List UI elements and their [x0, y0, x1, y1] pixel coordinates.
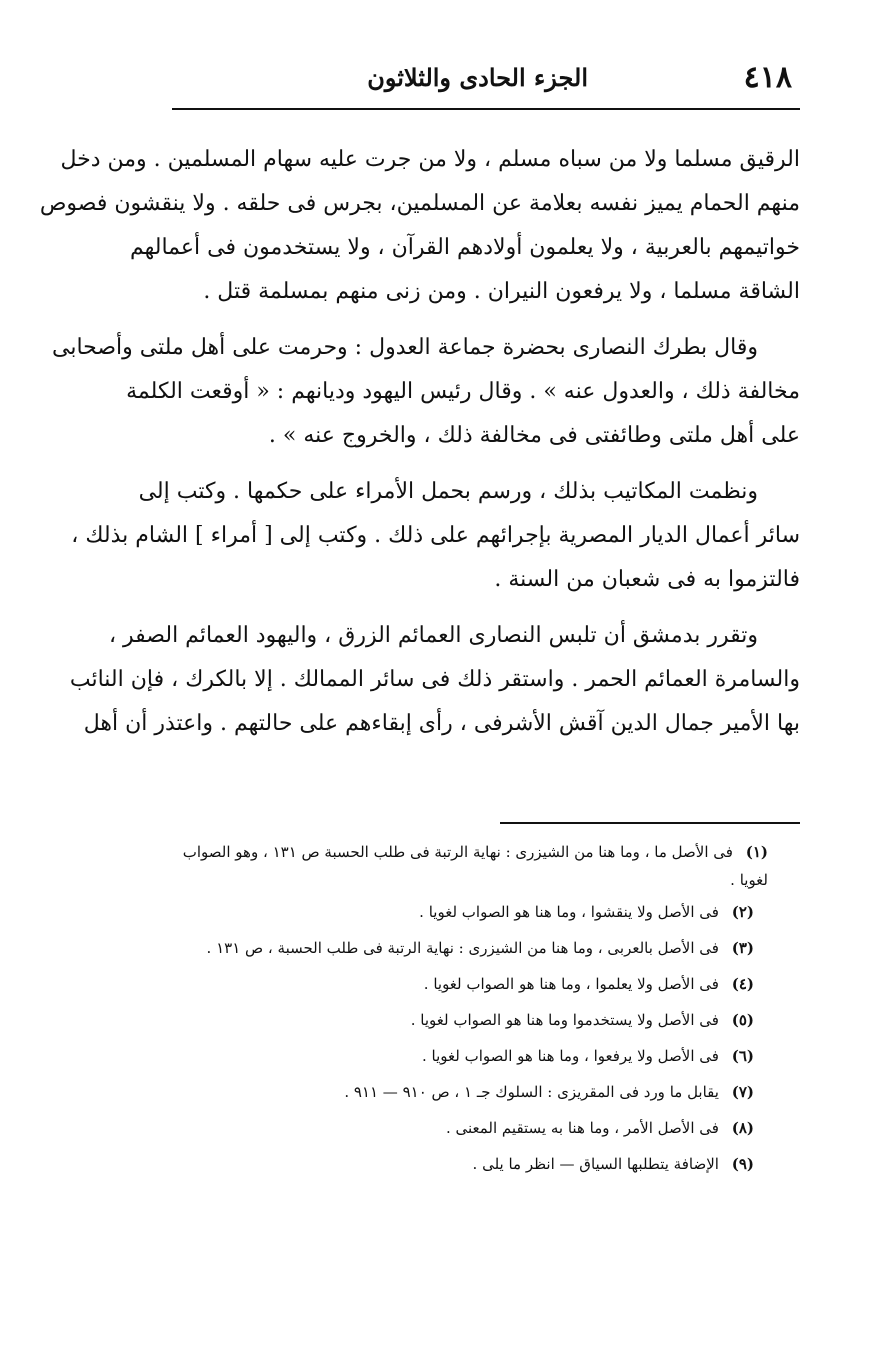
text-line: وتقرر بدمشق أن تلبس النصارى العمائم الزرق ، واليهود العمائم الصفر ، [108, 623, 758, 648]
footnote [172, 930, 792, 966]
footnote-rule [500, 822, 800, 824]
footnote-number: (٢) [731, 903, 754, 921]
footnote-text: فى الأصل بالعربى ، وما هنا من الشيزرى : نهاية الرتبة فى طلب الحسبة ، ص ١٣١ . [206, 939, 719, 957]
footnote-text: يقابل ما ورد فى المقريزى : السلوك جـ ١ ، ص ٩١٠ — ٩١١ . [344, 1083, 719, 1101]
footnote-text: فى الأصل ما ، وما هنا من الشيزرى : نهاية الرتبة فى طلب الحسبة ص ١٣١ ، وهو الصواب لغويا . [182, 843, 768, 889]
text-line: على أهل ملتى وطائفتى فى مخالفة ذلك ، والخروج عنه » . [268, 423, 800, 448]
footnote-number: (٣) [731, 939, 754, 957]
text-line: الشاقة مسلما ، ولا يرفعون النيران . ومن زنى منهم بمسلمة قتل . [203, 279, 800, 304]
footnote-number: (٥) [731, 1011, 754, 1029]
footnote-number: (٧) [731, 1083, 754, 1101]
text-line: الرقيق مسلما ولا من سباه مسلم ، ولا من جرت عليه سهام المسلمين . ومن دخل [60, 147, 800, 172]
footnote-text: فى الأصل ولا يستخدموا وما هنا هو الصواب لغويا . [410, 1011, 719, 1029]
footnote [172, 1074, 792, 1110]
footnote-number: (٤) [731, 975, 754, 993]
text-line: ونظمت المكاتيب بذلك ، ورسم بحمل الأمراء على حكمها . وكتب إلى [138, 479, 758, 504]
footnotes [172, 838, 792, 1182]
page-number: ٤١٨ [743, 60, 792, 95]
footnote [172, 1146, 792, 1182]
footnote [172, 838, 792, 894]
footnote-text: الإضافة يتطلبها السياق — انظر ما يلى . [472, 1155, 719, 1173]
footnote [172, 966, 792, 1002]
footnote-text: فى الأصل ولا يرفعوا ، وما هنا هو الصواب لغويا . [421, 1047, 719, 1065]
text-line: منهم الحمام يميز نفسه بعلامة عن المسلمين، بجرس فى حلقه . ولا ينقشون فصوص [39, 191, 800, 216]
footnote-number: (٩) [731, 1155, 754, 1173]
footnote-number: (٨) [731, 1119, 754, 1137]
text-line: مخالفة ذلك ، والعدول عنه » . وقال رئيس اليهود وديانهم : « أوقعت الكلمة [126, 379, 800, 404]
paragraph-gap [172, 314, 800, 326]
footnote [172, 894, 792, 930]
footnote-text: فى الأصل ولا يعلموا ، وما هنا هو الصواب لغويا . [423, 975, 719, 993]
main-text [39, 138, 800, 746]
text-line: سائر أعمال الديار المصرية بإجرائهم على ذلك . وكتب إلى [ أمراء ] الشام بذلك ، [71, 523, 800, 548]
footnote-text: فى الأصل ولا ينقشوا ، وما هنا هو الصواب لغويا . [419, 903, 719, 921]
footnote-number: (٦) [731, 1047, 754, 1065]
footnote [172, 1038, 792, 1074]
paragraph-gap [172, 602, 800, 614]
page-header [172, 58, 800, 102]
footnote [172, 1002, 792, 1038]
paragraph-gap [172, 458, 800, 470]
text-line: فالتزموا به فى شعبان من السنة . [494, 567, 800, 592]
text-line: وقال بطرك النصارى بحضرة جماعة العدول : وحرمت على أهل ملتى وأصحابى [52, 335, 758, 360]
running-title: الجزء الحادى والثلاثون [367, 63, 588, 92]
text-line: والسامرة العمائم الحمر . واستقر ذلك فى سائر الممالك . إلا بالكرك ، فإن النائب [69, 667, 800, 692]
footnote-number: (١) [745, 843, 768, 861]
footnote-text: فى الأصل الأمر ، وما هنا به يستقيم المعنى . [445, 1119, 719, 1137]
header-rule [172, 108, 800, 110]
footnote [172, 1110, 792, 1146]
text-line: خواتيمهم بالعربية ، ولا يعلمون أولادهم القرآن ، ولا يستخدمون فى أعمالهم [129, 235, 800, 260]
text-line: بها الأمير جمال الدين آقش الأشرفى ، رأى إبقاءهم على حالتهم . واعتذر أن أهل [83, 711, 800, 736]
